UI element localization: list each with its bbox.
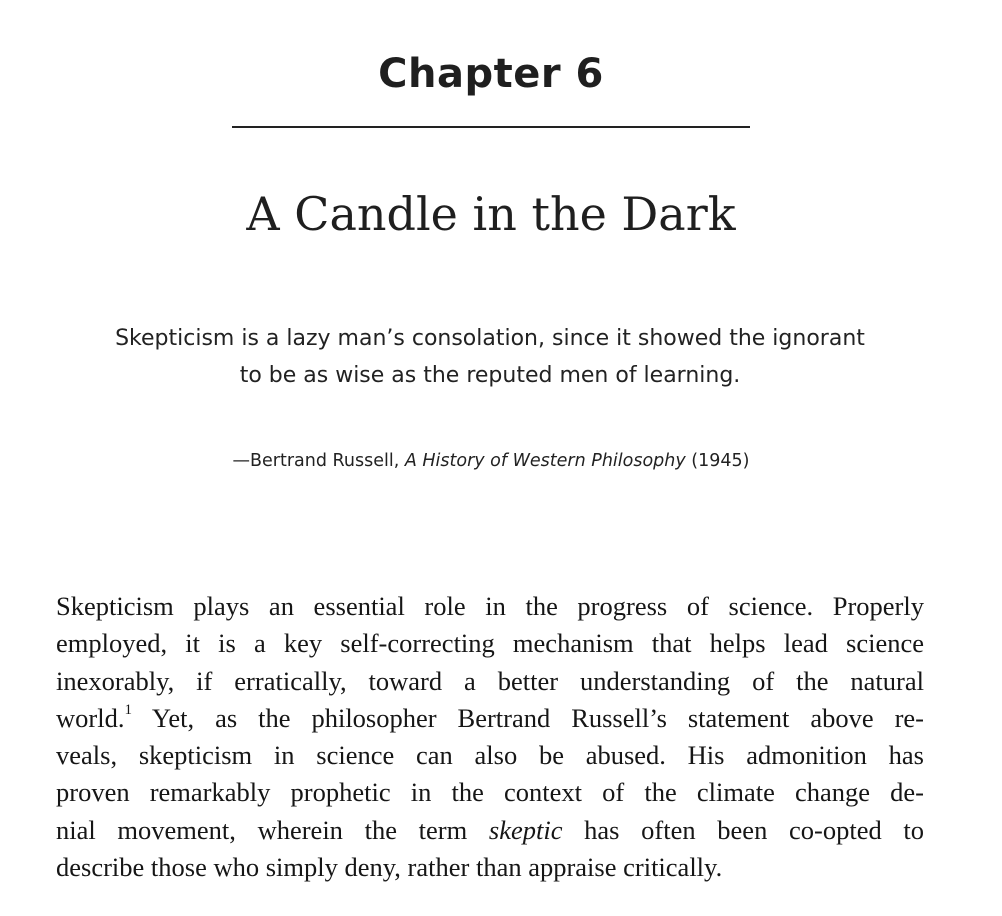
- footnote-marker[interactable]: 1: [124, 701, 132, 718]
- paragraph-line: inexorably, if erratically, toward a better understanding of the natural: [56, 665, 924, 696]
- chapter-divider: [232, 126, 750, 128]
- epigraph-attribution: [0, 448, 982, 474]
- line-text: has often been co-opted to: [562, 814, 924, 845]
- paragraph-line: proven remarkably prophetic in the context of the climate change de-: [56, 777, 924, 808]
- paragraph-line: veals, skepticism in science can also be abused. His admonition has: [56, 740, 924, 771]
- paragraph-line: [56, 700, 924, 737]
- line-text: nial movement, wherein the term: [56, 814, 489, 845]
- paragraph-line: describe those who simply deny, rather than appraise critically.: [56, 852, 723, 883]
- attribution-work-title: A History of Western Philosophy: [404, 451, 686, 471]
- attribution-author: —Bertrand Russell,: [232, 451, 405, 471]
- body-paragraph: [56, 588, 924, 886]
- attribution-year: (1945): [685, 451, 750, 471]
- line-text: world.: [56, 702, 125, 733]
- emphasized-term: skeptic: [488, 814, 563, 845]
- line-text: Yet, as the philosopher Bertrand Russell’s statement above re-: [131, 702, 924, 733]
- chapter-number: Chapter 6: [378, 51, 604, 97]
- paragraph-line: [56, 812, 924, 849]
- epigraph-quote: Skepticism is a lazy man’s consolation, since it showed the ignorant to be as wise as the reputed men of learning.: [115, 326, 865, 388]
- paragraph-line: employed, it is a key self-correcting mechanism that helps lead science: [56, 628, 924, 659]
- chapter-title: A Candle in the Dark: [246, 186, 736, 241]
- paragraph-line: Skepticism plays an essential role in the progress of science. Properly: [56, 591, 924, 621]
